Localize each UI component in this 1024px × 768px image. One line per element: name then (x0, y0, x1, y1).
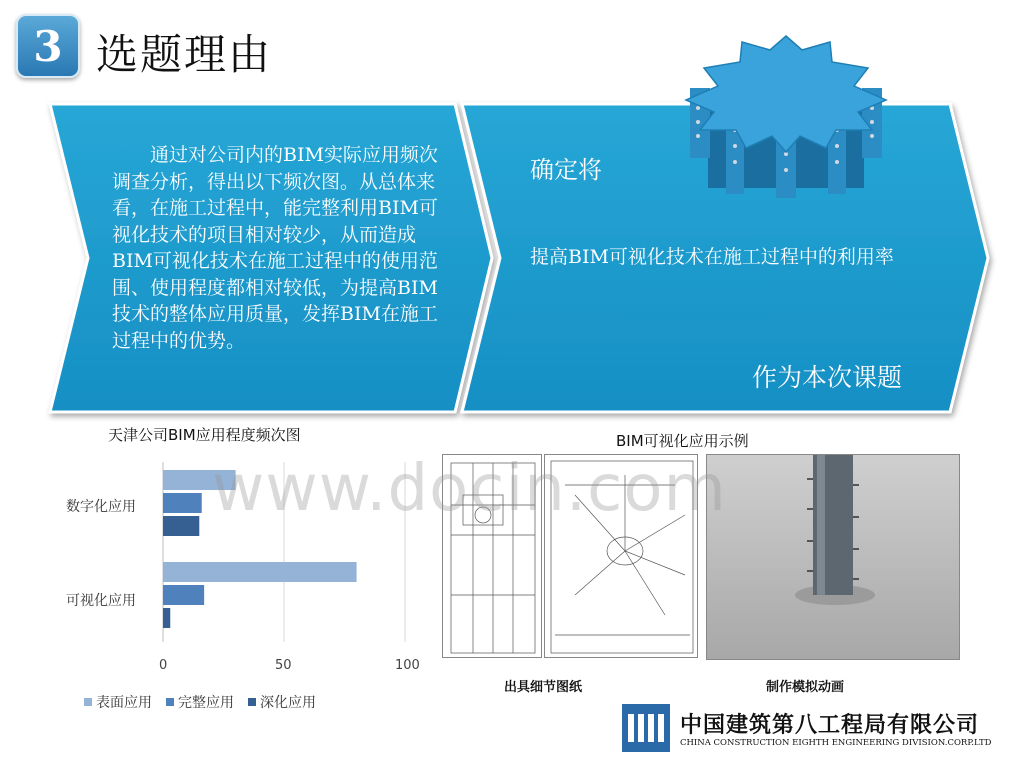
bar-visual-2 (163, 608, 170, 628)
legend-label-complete: 完整应用 (178, 695, 234, 711)
chart-title: 天津公司BIM应用程度频次图 (108, 426, 301, 444)
legend-swatch-surface (84, 698, 92, 706)
caption-simulation-animation: 制作模拟动画 (766, 680, 845, 695)
left-panel-text: 通过对公司内的BIM实际应用频次调查分析，得出以下频次图。从总体来看，在施工过程中，能完整利用BIM可视化技术的项目相对较少，从而造成BIM可视化技术在施工过程中的使用范围、使用程度都相对较低，为提高BIM技术的整体应用质量，发挥BIM在施工过程中的优势。 (112, 144, 438, 352)
watermark: www.docin.com (212, 452, 727, 526)
legend-label-surface: 表面应用 (96, 695, 152, 711)
company-name-cn: 中国建筑第八工程局有限公司 (680, 712, 980, 738)
section-number: 3 (33, 22, 63, 71)
legend-swatch-complete (166, 698, 174, 706)
examples-title: BIM可视化应用示例 (616, 432, 749, 450)
legend-label-deep: 深化应用 (260, 695, 316, 711)
bar-digital-2 (163, 516, 199, 536)
x-tick-100: 100 (395, 658, 420, 673)
animation-render-image (706, 454, 960, 660)
bar-visual-0 (163, 562, 357, 582)
caption-detail-drawing: 出具细节图纸 (504, 680, 583, 695)
legend-item-deep (248, 692, 316, 712)
category-label-digital: 数字化应用 (66, 499, 136, 515)
company-logo (622, 704, 670, 752)
x-tick-50: 50 (275, 658, 292, 673)
company-logo-mark (622, 704, 670, 752)
legend-item-surface (84, 692, 152, 712)
steel-column-render (707, 455, 961, 661)
x-tick-0: 0 (159, 658, 168, 673)
right-panel-head: 确定将 (530, 156, 602, 184)
page-title: 选题理由 (96, 30, 273, 79)
legend-item-complete (166, 692, 234, 712)
category-label-visual: 可视化应用 (66, 593, 136, 609)
bar-digital-1 (163, 493, 202, 513)
legend-swatch-deep (248, 698, 256, 706)
chart-legend (84, 692, 316, 712)
right-panel-middle: 提高BIM可视化技术在施工过程中的利用率 (530, 246, 894, 268)
right-panel-foot: 作为本次课题 (752, 363, 903, 392)
company-name-en: CHINA CONSTRUCTION EIGHTH ENGINEERING DIVISION.CORP.LTD (680, 738, 992, 748)
bar-visual-1 (163, 585, 204, 605)
